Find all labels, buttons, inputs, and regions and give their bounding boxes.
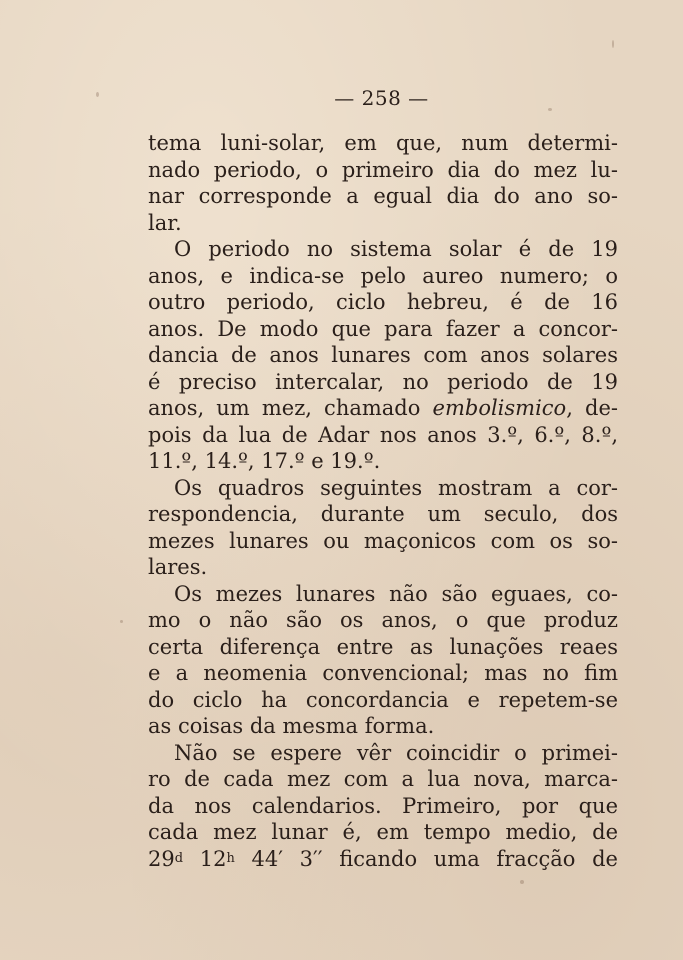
paper-speck	[548, 108, 552, 111]
text-fragment: 29	[148, 846, 175, 871]
page-number: — 258 —	[334, 86, 429, 110]
text-fragment: 44′ 3′′ ficando uma fracção de	[251, 846, 618, 871]
text-line: respondencia, durante um seculo, dos	[148, 502, 618, 526]
text-line	[148, 395, 618, 422]
text-line: outro periodo, ciclo hebreu, é de 16	[148, 290, 618, 314]
text-line	[148, 846, 618, 873]
text-line: 11.º, 14.º, 17.º e 19.º.	[148, 449, 381, 473]
text-line: Os quadros seguintes mostram a cor-	[174, 475, 618, 500]
text-line: lares.	[148, 555, 208, 579]
text-line: pois da lua de Adar nos anos 3.º, 6.º, 8.º,	[148, 422, 618, 447]
text-line: as coisas da mesma forma.	[148, 714, 435, 738]
paper-speck	[612, 40, 614, 48]
text-line: O periodo no sistema solar é de 19	[174, 237, 618, 261]
text-line: mo o não são os anos, o que produz	[148, 608, 618, 632]
text-line: ro de cada mez com a lua nova, marca-	[148, 767, 618, 791]
text-line: lar.	[148, 210, 182, 235]
text-line: nar corresponde a egual dia do ano so-	[148, 184, 618, 208]
paper-speck	[96, 92, 99, 97]
text-line: dancia de anos lunares com anos solares	[148, 343, 618, 367]
text-fragment: 12	[199, 846, 227, 871]
text-line: mezes lunares ou maçonicos com os so-	[148, 528, 618, 553]
text-line: é preciso intercalar, no periodo de 19	[148, 369, 618, 394]
text-line: cada mez lunar é, em tempo medio, de	[148, 820, 618, 844]
text-line: nado periodo, o primeiro dia do mez lu-	[148, 157, 618, 182]
paper-speck	[520, 880, 524, 884]
text-line: certa diferença entre as lunações reaes	[148, 634, 618, 659]
text-fragment: anos, um mez, chamado	[148, 396, 421, 420]
text-fragment: , de-	[566, 396, 618, 420]
text-line: e a neomenia convencional; mas no fim	[148, 661, 618, 685]
superscript: d	[174, 850, 184, 866]
text-line: anos, e indica-se pelo aureo numero; o	[148, 263, 618, 288]
text-line: tema luni-solar, em que, num determi-	[148, 131, 618, 155]
text-line: Não se espere vêr coincidir o primei-	[174, 740, 618, 765]
italic-term: embolismico	[432, 396, 567, 420]
text-line: Os mezes lunares não são eguaes, co-	[174, 581, 618, 606]
body-text	[148, 130, 618, 872]
text-line: da nos calendarios. Primeiro, por que	[148, 793, 618, 818]
superscript: h	[226, 850, 235, 866]
paper-speck	[120, 620, 123, 623]
text-line: anos. De modo que para fazer a concor-	[148, 316, 618, 341]
text-line: do ciclo ha concordancia e repetem-se	[148, 687, 618, 712]
